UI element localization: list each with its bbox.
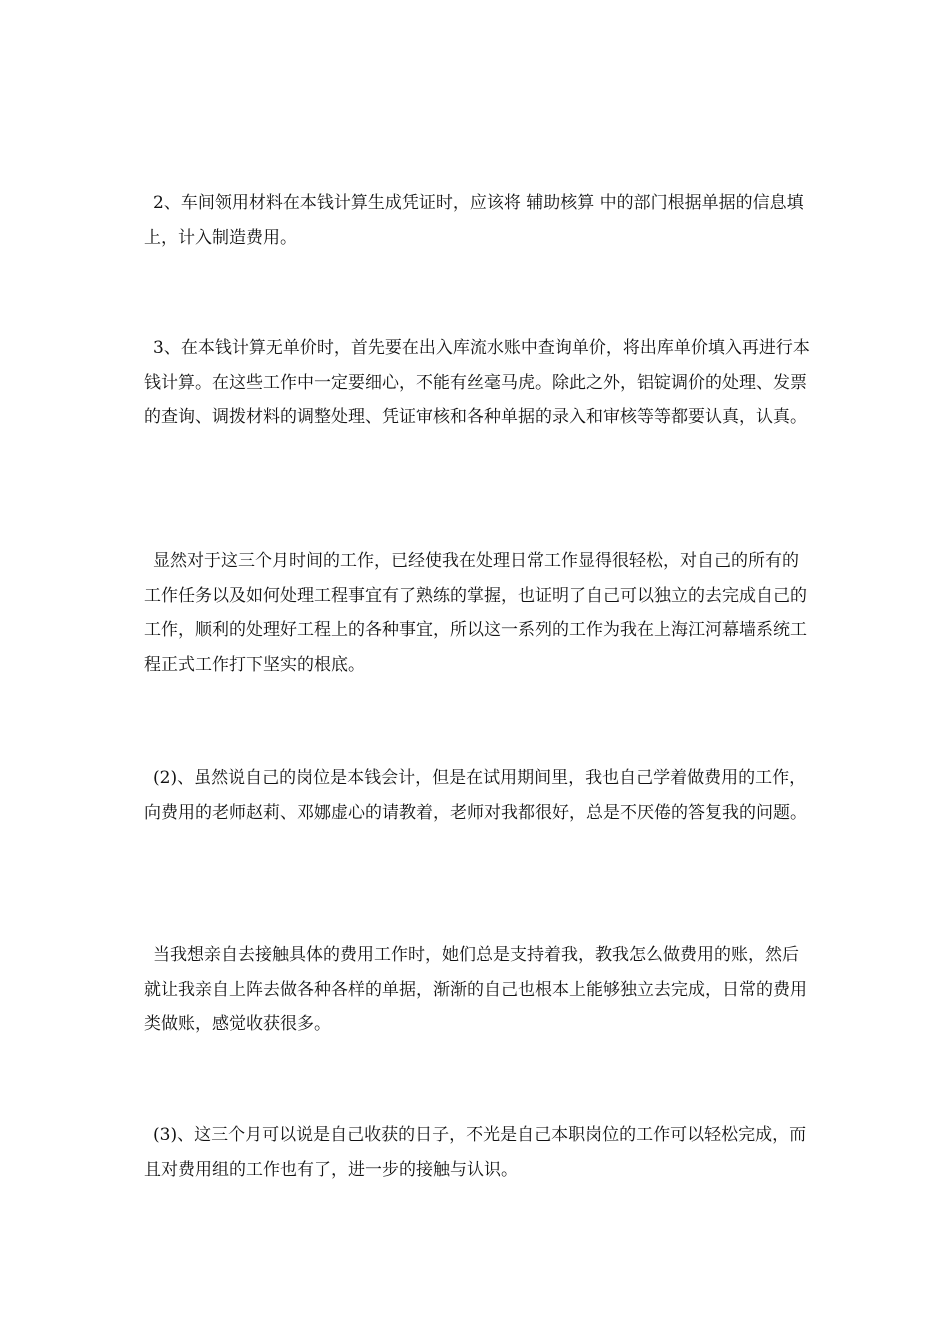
paragraph-item-2: 2、车间领用材料在本钱计算生成凭证时，应该将 辅助核算 中的部门根据单据的信息填上，计入制造费用。 (144, 193, 804, 248)
paragraph-expense-work: 当我想亲自去接触具体的费用工作时，她们总是支持着我，教我怎么做费用的账，然后就让我亲自上阵去做各种各样的单据，渐渐的自己也根本上能够独立去完成，日常的费用类做账，感觉收获很多。 (144, 945, 807, 1034)
paragraph-item-3: 3、在本钱计算无单价时，首先要在出入库流水账中查询单价，将出库单价填入再进行本钱计算。在这些工作中一定要细心，不能有丝毫马虎。除此之外，铝锭调价的处理、发票的查询、调拨材料的调整处理、凭证审核和各种单据的录入和审核等等都要认真，认真。 (144, 338, 810, 427)
paragraph-section-3: (3)、这三个月可以说是自己收获的日子，不光是自己本职岗位的工作可以轻松完成，而且对费用组的工作也有了，进一步的接触与认识。 (144, 1125, 807, 1180)
paragraph-section-2: (2)、虽然说自己的岗位是本钱会计，但是在试用期间里，我也自己学着做费用的工作，向费用的老师赵莉、邓娜虚心的请教着，老师对我都很好，总是不厌倦的答复我的问题。 (144, 768, 807, 823)
paragraph-summary: 显然对于这三个月时间的工作，已经使我在处理日常工作显得很轻松，对自己的所有的工作任务以及如何处理工程事宜有了熟练的掌握，也证明了自己可以独立的去完成自己的工作，顺利的处理好工程上的各种事宜，所以这一系列的工作为我在上海江河幕墙系统工程正式工作打下坚实的根底。 (144, 551, 807, 675)
